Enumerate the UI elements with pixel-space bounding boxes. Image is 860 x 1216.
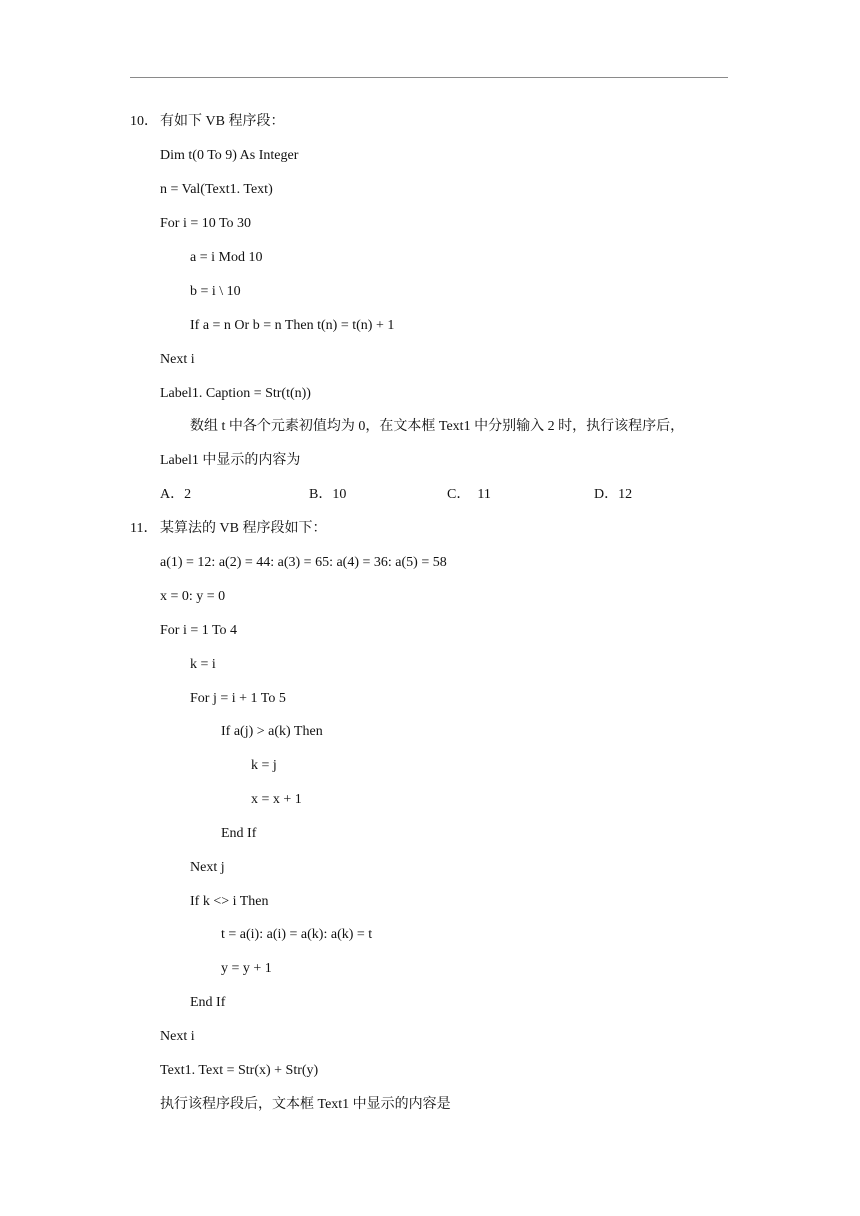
option-b: B．10 xyxy=(309,487,347,502)
question-number: 10． xyxy=(130,114,158,129)
question-description: Label1 中显示的内容为 xyxy=(160,453,301,468)
question-description: 执行该程序段后，文本框 Text1 中显示的内容是 xyxy=(160,1097,451,1112)
code-line: b = i \ 10 xyxy=(190,284,241,299)
code-line: t = a(i): a(i) = a(k): a(k) = t xyxy=(221,927,373,942)
code-line: Dim t(0 To 9) As Integer xyxy=(160,148,299,163)
code-line: a = i Mod 10 xyxy=(190,250,263,265)
code-line: a(1) = 12: a(2) = 44: a(3) = 65: a(4) = 36: a(5) = 58 xyxy=(160,555,447,570)
code-line: x = x + 1 xyxy=(251,792,302,807)
question-number: 11． xyxy=(130,521,158,536)
code-line: If a(j) > a(k) Then xyxy=(221,724,323,739)
option-c: C． 11 xyxy=(447,487,491,502)
code-line: For i = 1 To 4 xyxy=(160,623,238,638)
code-line: End If xyxy=(221,826,257,841)
code-line: End If xyxy=(190,995,226,1010)
question-stem: 有如下 VB 程序段： xyxy=(160,114,285,129)
code-line: n = Val(Text1. Text) xyxy=(160,182,273,197)
header-rule xyxy=(130,77,728,78)
code-line: x = 0: y = 0 xyxy=(160,589,226,604)
question-stem: 某算法的 VB 程序段如下： xyxy=(160,521,327,536)
question-description: 数组 t 中各个元素初值均为 0，在文本框 Text1 中分别输入 2 时，执行该程序后， xyxy=(190,419,685,434)
code-line: y = y + 1 xyxy=(221,961,272,976)
code-line: Next j xyxy=(190,860,225,875)
option-a: A．2 xyxy=(160,487,192,502)
code-line: Text1. Text = Str(x) + Str(y) xyxy=(160,1063,319,1078)
option-d: D．12 xyxy=(594,487,633,502)
code-line: Next i xyxy=(160,352,195,367)
code-line: Label1. Caption = Str(t(n)) xyxy=(160,386,311,401)
code-line: For i = 10 To 30 xyxy=(160,216,252,231)
code-line: If k <> i Then xyxy=(190,894,269,909)
code-line: k = i xyxy=(190,657,216,672)
code-line: If a = n Or b = n Then t(n) = t(n) + 1 xyxy=(190,318,395,333)
code-line: k = j xyxy=(251,758,277,773)
code-line: Next i xyxy=(160,1029,195,1044)
code-line: For j = i + 1 To 5 xyxy=(190,691,286,706)
